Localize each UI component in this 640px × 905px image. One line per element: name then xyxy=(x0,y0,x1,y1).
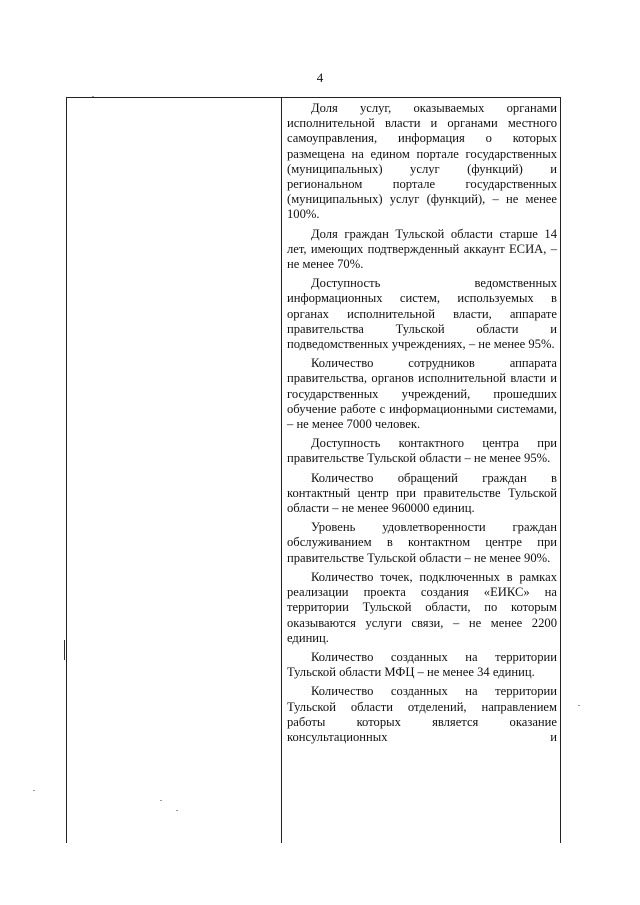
paragraph-esia-accounts: Доля граждан Тульской области старше 14 лет, имеющих подтвержденный аккаунт ЕСИА, – не менее 70%. xyxy=(287,226,557,272)
scan-speck xyxy=(160,800,162,801)
scan-speck xyxy=(92,96,94,97)
scan-speck xyxy=(578,705,580,706)
paragraph-mfc-count: Количество созданных на территории Тульской области МФЦ – не менее 34 единиц. xyxy=(287,649,557,680)
paragraph-staff-training: Количество сотрудников аппарата правительства, органов исполнительной власти и государственных учреждений, прошедших обучение работе с информационными системами, – не менее 7000 человек. xyxy=(287,356,557,432)
document-table xyxy=(66,97,561,843)
paragraph-contact-center-requests: Количество обращений граждан в контактный центр при правительстве Тульской области – не менее 960000 единиц. xyxy=(287,470,557,516)
scan-margin-mark xyxy=(64,640,65,660)
scan-speck xyxy=(33,790,35,791)
column-divider xyxy=(281,98,282,843)
paragraph-contact-center-availability: Доступность контактного центра при правительстве Тульской области – не менее 95%. xyxy=(287,436,557,466)
paragraph-services-share: Доля услуг, оказываемых органами исполнительной власти и органами местного самоуправления, информация о которых размещена на едином портале государственных (муниципальных) услуг (функций) и региональном портале государственных (муниципальных) услуг (функций), – не менее 100%. xyxy=(287,101,557,222)
paragraph-satisfaction-level: Уровень удовлетворенности граждан обслуживанием в контактном центре при правительстве Тульской области – не менее 90%. xyxy=(287,520,557,565)
scan-speck xyxy=(176,810,178,811)
indicators-cell xyxy=(287,101,557,745)
paragraph-consulting-offices: Количество созданных на территории Тульской области отделений, направлением работы которых является оказание консультационных и xyxy=(287,684,557,744)
page-number: 4 xyxy=(316,70,324,85)
paragraph-systems-availability: Доступность ведомственных информационных систем, используемых в органах исполнительной власти, аппарате правительства Тульской области и подведомственных учреждениях, – не менее 95%. xyxy=(287,276,557,352)
paragraph-eiks-points: Количество точек, подключенных в рамках реализации проекта создания «ЕИКС» на территории Тульской области, по которым оказываются услуги связи, – не менее 2200 единиц. xyxy=(287,569,557,645)
